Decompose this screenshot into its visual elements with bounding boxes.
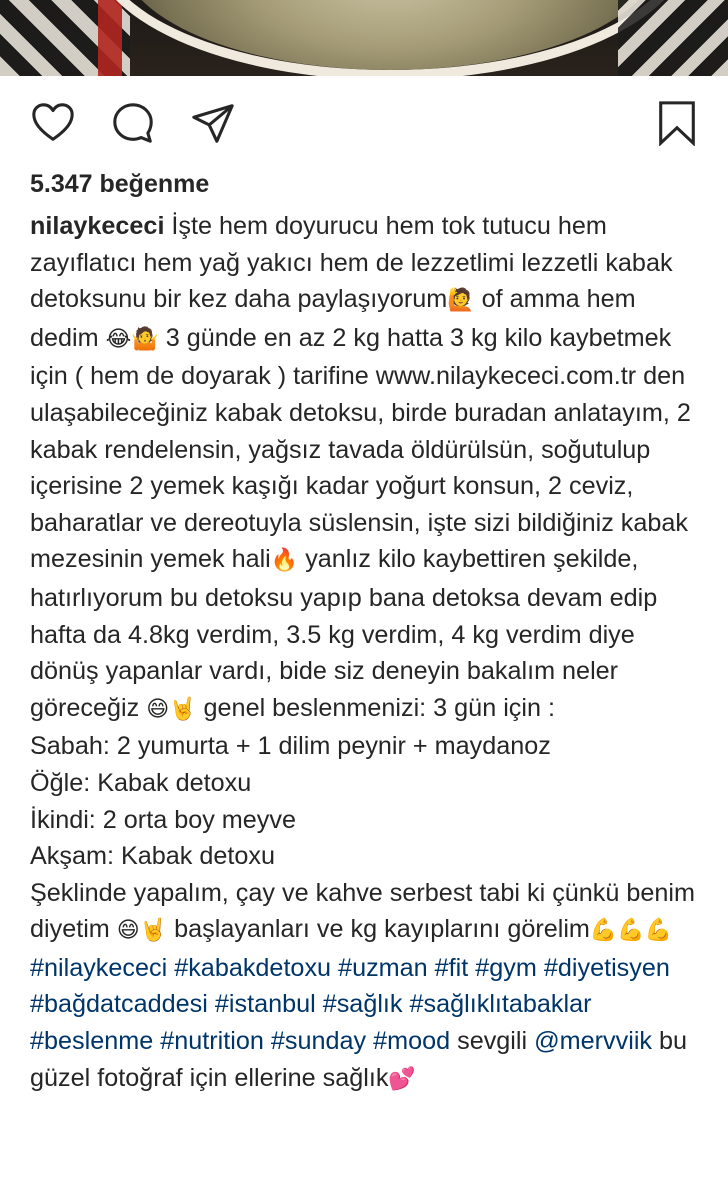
caption-text: of amma hem dedim [30,285,643,352]
emoji: 😄🤘 [116,918,168,944]
speech-bubble-icon[interactable] [108,98,158,148]
hashtag-link[interactable]: #sağlıklıtabaklar [409,990,592,1019]
emoji: 💕 [388,1066,416,1092]
emoji: 🙋 [447,288,475,314]
caption-text: yanlız kilo kaybettiren şekilde, hatırlıyorum bu detoksu yapıp bana detoksa devam edip hafta da 4.8kg verdim, 3.5 kg verdim, 4 kg verdim diye dönüş yapanlar vardı, bide siz deneyin bakalım neler göreceğiz [30,545,665,722]
post-image[interactable] [0,0,728,76]
caption-text [208,990,215,1018]
caption-text [670,954,677,982]
caption-text [672,915,679,943]
caption-username[interactable]: nilaykececi [30,212,165,240]
caption-body [30,212,702,1092]
hashtag-link[interactable]: #diyetisyen [543,953,670,982]
hashtag-link[interactable]: #uzman [338,953,428,982]
hashtag-link[interactable]: #mood [373,1027,451,1056]
likes-count[interactable]: 5.347 beğenme [30,170,210,198]
emoji: 💪💪💪 [589,918,673,944]
caption-text: sevgili [450,1027,535,1056]
caption-text: başlayanları ve kg kayıplarını görelim [167,915,590,944]
post-caption [30,208,710,1098]
hashtag-link[interactable]: #nutrition [160,1027,264,1056]
hashtag-link[interactable]: @mervviik [534,1027,653,1056]
hashtag-link[interactable]: #beslenme [30,1027,154,1056]
caption-text: genel beslenmenizi: 3 gün için : Sabah: 2 yumurta + 1 dilim peynir + maydanoz Öğle: Kabak detoxu İkindi: 2 orta boy meyve Akşam: Kabak detoxu Şeklinde yapalım, çay ve kahve serbest tabi ki çünkü benim diyetim [30,693,696,944]
caption-text: bu güzel fotoğraf için ellerine sağlık [30,1027,695,1092]
caption-text [403,990,410,1018]
paper-plane-icon[interactable] [188,98,238,148]
caption-text [592,990,599,1018]
emoji: 🔥 [270,548,299,574]
plate-pattern-right [618,0,728,76]
emoji: 😄🤘 [146,696,197,722]
heart-outline-icon[interactable] [28,98,78,148]
bookmark-icon[interactable] [652,98,702,148]
hashtag-link[interactable]: #bağdatcaddesi [30,990,208,1019]
caption-text [428,954,435,982]
caption-text: 3 günde en az 2 kg hatta 3 kg kilo kaybetmek için ( hem de doyarak ) tarifine www.nilaykececi.com.tr den ulaşabileceğiniz kabak detoksu, birde buradan anlatayım, 2 kabak rendelensin, yağsız tavada öldürülsün, soğutulup içerisine 2 yemek kaşığı kadar yoğurt konsun, 2 ceviz, baharatlar ve dereotuyla süslensin, işte sizi bildiğiniz kabak mezesinin yemek hali [30,323,698,574]
caption-text [537,954,544,982]
caption-text [316,990,323,1018]
hashtag-link[interactable]: #sağlık [322,990,403,1019]
emoji: 😂🤷 [105,326,159,352]
caption-text: İşte hem doyurucu hem tok tutucu hem zayıflatıcı hem yağ yakıcı hem de lezzetlimi lezzetli kabak detoksunu bir kez daha paylaşıyorum [30,212,680,314]
hashtag-link[interactable]: #istanbul [214,990,316,1019]
hashtag-link[interactable]: #kabakdetoxu [174,953,332,982]
hashtag-link[interactable]: #nilaykececi [30,953,168,982]
hashtag-link[interactable]: #fit [434,953,469,982]
post-action-bar [0,90,728,156]
caption-text [264,1027,271,1055]
hashtag-link[interactable]: #sunday [270,1027,367,1056]
caption-text [331,954,338,982]
hashtag-link[interactable]: #gym [475,953,537,982]
plate-accent [98,0,122,76]
dish-food [120,0,660,70]
